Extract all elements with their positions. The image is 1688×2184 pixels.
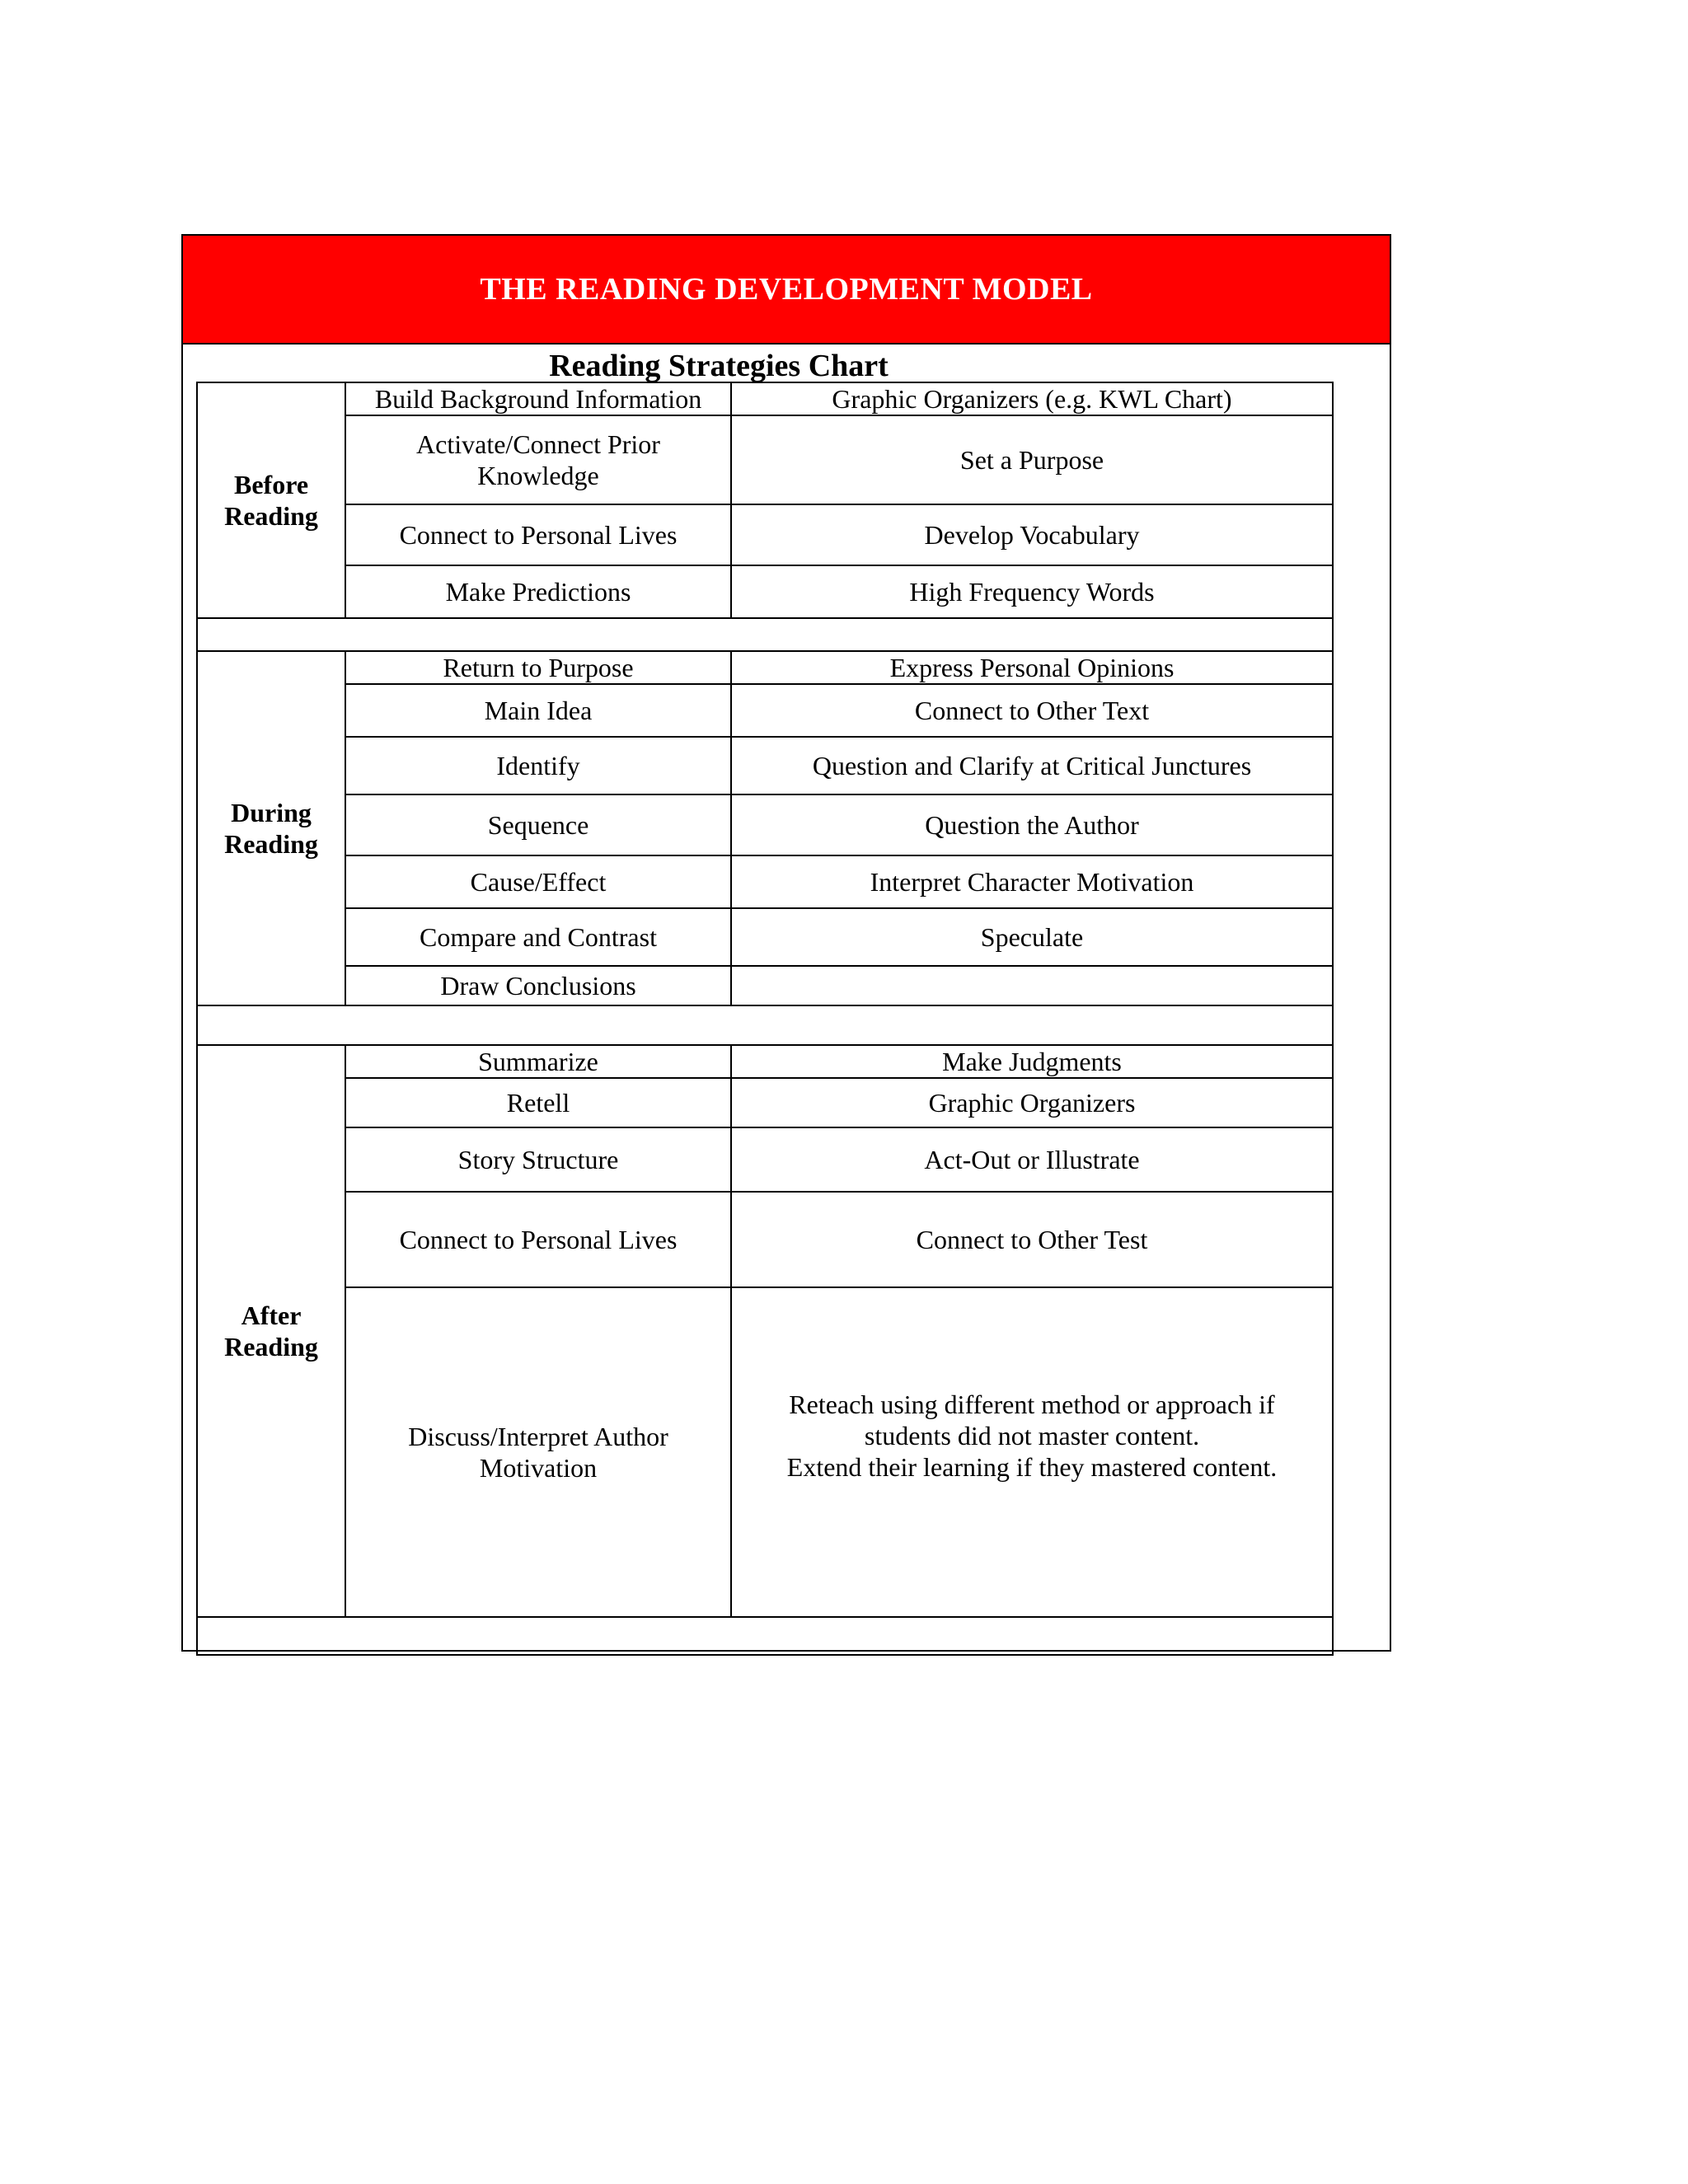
table-row xyxy=(197,1045,1333,1078)
strategy-cell: Compare and Contrast xyxy=(345,908,731,966)
strategy-cell: Identify xyxy=(345,737,731,794)
table-row xyxy=(197,794,1333,855)
banner-title: THE READING DEVELOPMENT MODEL xyxy=(480,272,1093,307)
strategy-cell: Story Structure xyxy=(345,1127,731,1192)
strategy-cell: Connect to Personal Lives xyxy=(345,1192,731,1287)
table-row xyxy=(197,1192,1333,1287)
table-row xyxy=(197,737,1333,794)
section-label-during: During Reading xyxy=(197,651,345,1005)
table-row xyxy=(197,415,1333,504)
strategy-cell: Sequence xyxy=(345,794,731,855)
strategy-cell: Return to Purpose xyxy=(345,651,731,684)
table-row xyxy=(197,565,1333,618)
strategy-cell: Connect to Personal Lives xyxy=(345,504,731,565)
strategy-cell: Act-Out or Illustrate xyxy=(731,1127,1333,1192)
spacer-row xyxy=(197,1617,1333,1655)
spacer-row xyxy=(197,1005,1333,1045)
strategy-cell: Make Judgments xyxy=(731,1045,1333,1078)
strategy-cell: Express Personal Opinions xyxy=(731,651,1333,684)
chart-title: Reading Strategies Chart xyxy=(549,349,889,383)
strategy-cell: High Frequency Words xyxy=(731,565,1333,618)
table-row xyxy=(197,684,1333,737)
reading-strategies-table xyxy=(196,382,1334,1656)
strategy-cell: Draw Conclusions xyxy=(345,966,731,1005)
strategy-cell: Speculate xyxy=(731,908,1333,966)
strategy-cell: Connect to Other Test xyxy=(731,1192,1333,1287)
strategy-cell: Connect to Other Text xyxy=(731,684,1333,737)
table-row xyxy=(197,855,1333,908)
section-label-before: Before Reading xyxy=(197,382,345,618)
strategy-cell: Graphic Organizers (e.g. KWL Chart) xyxy=(731,382,1333,415)
strategy-cell: Retell xyxy=(345,1078,731,1127)
strategy-cell: Main Idea xyxy=(345,684,731,737)
strategy-cell: Activate/Connect Prior Knowledge xyxy=(345,415,731,504)
title-banner xyxy=(183,236,1390,344)
strategy-cell: Make Predictions xyxy=(345,565,731,618)
strategy-cell: Graphic Organizers xyxy=(731,1078,1333,1127)
table-row xyxy=(197,1127,1333,1192)
table-row xyxy=(197,1287,1333,1617)
strategy-cell: Question and Clarify at Critical Junctures xyxy=(731,737,1333,794)
strategy-cell: Reteach using different method or approach if students did not master content. Extend their learning if they mastered content. xyxy=(731,1287,1333,1617)
table-row xyxy=(197,966,1333,1005)
strategy-cell: Set a Purpose xyxy=(731,415,1333,504)
strategy-cell: Interpret Character Motivation xyxy=(731,855,1333,908)
section-label-after: After Reading xyxy=(197,1045,345,1617)
strategy-cell: Question the Author xyxy=(731,794,1333,855)
table-row xyxy=(197,651,1333,684)
spacer-row xyxy=(197,618,1333,651)
strategy-cell: Discuss/Interpret Author Motivation xyxy=(345,1287,731,1617)
strategy-cell: Summarize xyxy=(345,1045,731,1078)
table-row xyxy=(197,382,1333,415)
table-row xyxy=(197,504,1333,565)
strategy-cell: Cause/Effect xyxy=(345,855,731,908)
strategy-cell xyxy=(731,966,1333,1005)
strategy-cell: Build Background Information xyxy=(345,382,731,415)
strategy-cell: Develop Vocabulary xyxy=(731,504,1333,565)
table-row xyxy=(197,908,1333,966)
table-row xyxy=(197,1078,1333,1127)
